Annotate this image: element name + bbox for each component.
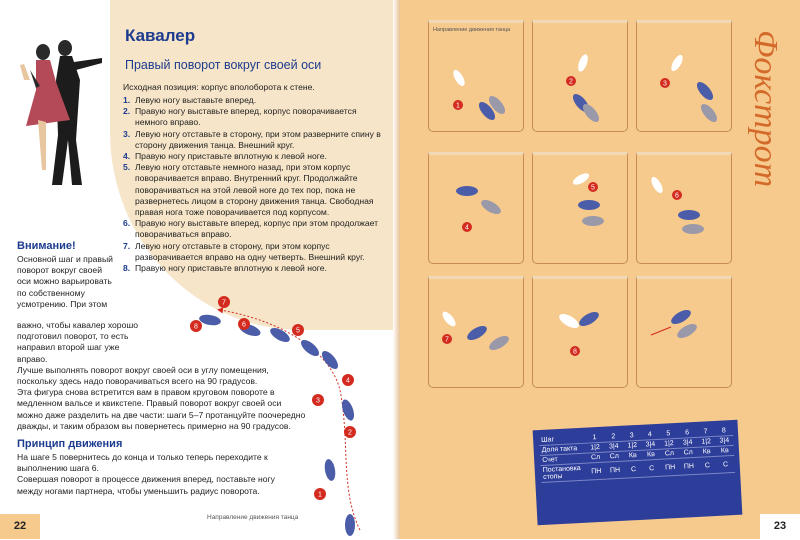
path-step-4: 4 [346, 377, 350, 385]
step-diagram-4 [428, 152, 524, 264]
step-diagram-5 [532, 152, 628, 264]
cell-step-5: 5 [591, 184, 595, 192]
principle-title: Принцип движения [17, 438, 123, 450]
left-page [0, 0, 400, 539]
right-page [400, 0, 800, 539]
page-number-left: 22 [0, 514, 40, 539]
vertical-title [735, 20, 784, 220]
path-step-6: 6 [242, 321, 246, 329]
step-diagram-1 [428, 20, 524, 132]
attention-text: Основной шаг и правый поворот вокруг своей оси можно варьировать по собственному усмотрению. При этом [17, 254, 113, 309]
step-item: 6. Правую ногу выставьте вперед, корпус при этом продолжает поворачиваться вправо. [123, 218, 379, 240]
cell-step-2: 2 [569, 78, 573, 86]
step-diagram-final [636, 276, 732, 388]
table-row: Шаг 1 2 3 4 5 6 7 8 [539, 426, 733, 446]
table-row: Доля такта 1|2 3|4 1|2 3|4 1|2 3|4 1|2 3|4 [539, 435, 733, 455]
intro-text: Исходная позиция: корпус вполоборота к стене. [123, 82, 315, 92]
step-item: 2. Правую ногу выставьте вперед, корпус поворачивается немного вправо. [123, 106, 357, 128]
steps-list [123, 95, 383, 274]
step-diagram-3 [636, 20, 732, 132]
dancers-illustration [10, 40, 110, 190]
path-step-5: 5 [296, 327, 300, 335]
step-diagram-8 [532, 276, 628, 388]
step-item: 4. Правую ногу приставьте вплотную к левой ноге. [123, 151, 327, 162]
page-subtitle: Правый поворот вокруг своей оси [125, 58, 322, 72]
cell-step-8: 8 [573, 348, 577, 356]
table-row: Счет Сл Сл Кв Кв Сл Сл Кв Кв [540, 445, 734, 465]
step-item: 1. Левую ногу выставьте вперед. [123, 95, 257, 105]
direction-footer: Направление движения танца [207, 514, 299, 521]
svg-text:Фокстрот: Фокстрот [747, 30, 784, 188]
cell-step-3: 3 [663, 80, 667, 88]
cell-step-1: 1 [456, 102, 460, 110]
step-item: 8. Правую ногу приставьте вплотную к левой ноге. [123, 263, 327, 274]
page-number-right: 23 [760, 514, 800, 539]
attention-title: Внимание! [17, 240, 76, 252]
step-table [533, 420, 743, 526]
direction-label: Направление движения танца [433, 27, 511, 33]
principle-text: На шаге 5 повернитесь до конца и только теперь переходите к выполнению шага 6. Совершая поворот в процессе движения вперед, поставьте ногу между ногами партнера, чтобы уменьшить радиус поворота. [17, 452, 275, 496]
step-diagram-7 [428, 276, 524, 388]
cell-step-4: 4 [465, 224, 469, 232]
cell-step-7: 7 [445, 336, 449, 344]
path-step-7: 7 [222, 299, 226, 307]
footstep-path-diagram [140, 290, 390, 540]
step-item: 7. Левую ногу отставьте в сторону, при этом корпус разворачивается вправо на одну четверть. Внешний круг. [123, 240, 365, 262]
step-diagram-2 [532, 20, 628, 132]
path-step-3: 3 [316, 397, 320, 405]
table-row: Постановка стопы ПН ПН С С ПН ПН С С [541, 455, 736, 482]
path-step-1: 1 [318, 491, 322, 499]
step-item: 3. Левую ногу отставьте в сторону, при этом разверните спину в сторону движения танца. Внешний круг. [123, 128, 381, 150]
path-step-8: 8 [194, 323, 198, 331]
step-diagram-6 [636, 152, 732, 264]
path-step-2: 2 [348, 429, 352, 437]
continuation-text: важно, чтобы кавалер хорошо подготовил поворот, то есть направил второй шаг уже вправо. Лучше выполнять поворот вокруг своей оси в углу помещения, поскольку здесь надо поворачиваться всего на 90 градусов. Эта фигура снова встретится вам в правом круговом повороте в медленном вальсе и квикстепе. Правый поворот вокруг своей оси можно даже разделить на две части: шаги 5–7 протанцуйте поочередно дважды, и таким образом вы повернетесь примерно на 90 градусов. [17, 320, 306, 431]
step-item: 5. Левую ногу отставьте немного назад, при этом корпус поворачивается вправо. Внутренний круг. Продолжайте поворачиваться на этой левой ноге до тех пор, пока не развернетесь лицом в сторону движения танца. Свободная правая нога тоже поворачивается под корпусом. [123, 162, 374, 218]
page-title: Кавалер [125, 26, 196, 45]
cell-step-6: 6 [675, 192, 679, 200]
